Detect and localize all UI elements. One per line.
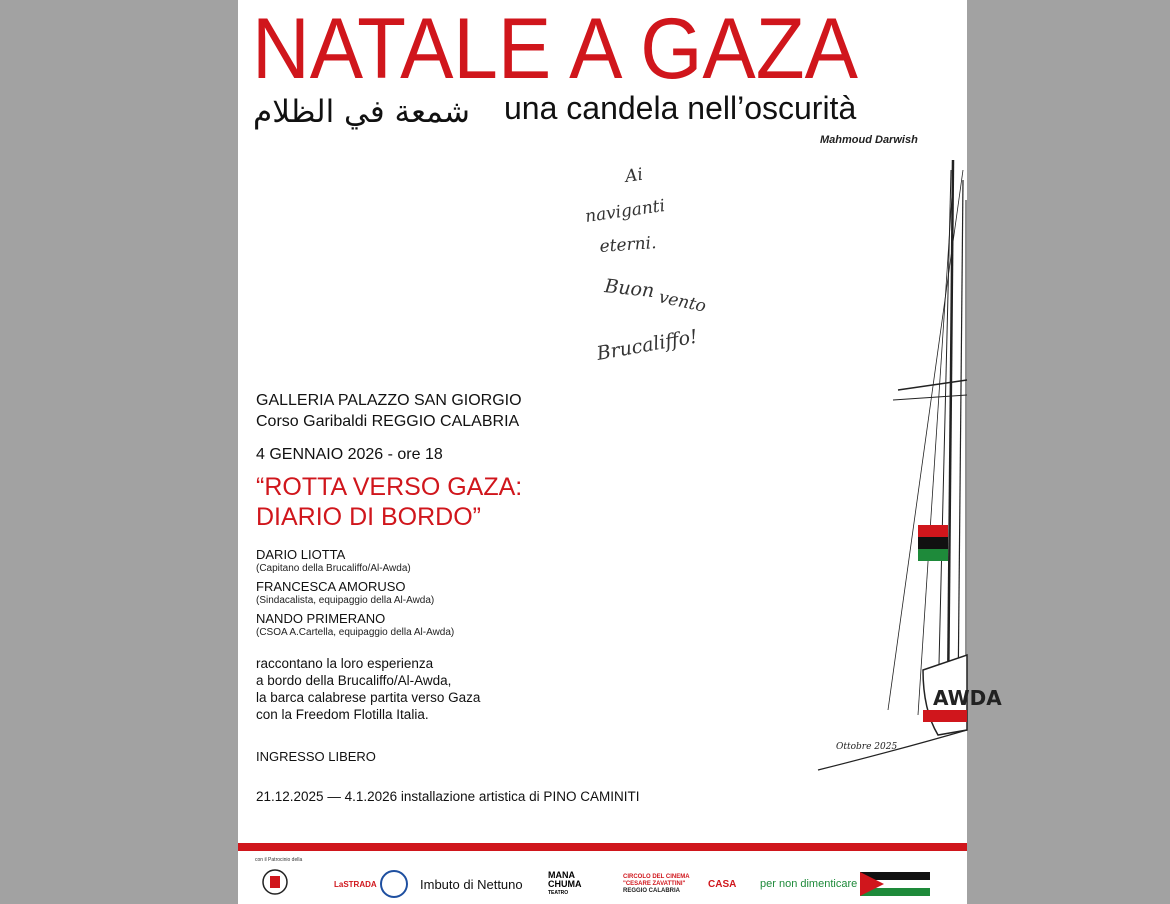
circolo-label: "CESARE ZAVATTINI": [623, 880, 686, 887]
venue-name: GALLERIA PALAZZO SAN GIORGIO: [256, 392, 522, 409]
poster-subtitle: una candela nell’oscurità: [504, 90, 857, 126]
manachuma-label: MANA: [548, 869, 575, 880]
speaker-name: DARIO LIOTTA: [256, 547, 346, 562]
circolo-label: CIRCOLO DEL CINEMA: [623, 873, 690, 880]
boat-name: AWDA: [933, 686, 1002, 710]
patronage-label: con il Patrocinio della: [255, 857, 303, 863]
coat-of-arms-icon: [260, 868, 290, 900]
logo-imbuto-nettuno: [420, 868, 523, 900]
speaker: [256, 547, 556, 575]
flag-icon: [860, 872, 930, 896]
speaker-list: [256, 547, 556, 643]
talk-title-line: “ROTTA VERSO GAZA:: [256, 473, 523, 501]
description-line: la barca calabrese partita verso Gaza: [256, 690, 481, 705]
speaker-role: (Sindacalista, equipaggio della Al-Awda): [256, 595, 435, 606]
speaker: [256, 579, 556, 607]
hull: [923, 655, 1002, 735]
speaker-role: (Capitano della Brucaliffo/Al-Awda): [256, 563, 411, 574]
handwriting-line: vento: [656, 287, 708, 317]
logo-palestine-flag: [860, 868, 930, 900]
per-non-dimenticare-label: per non dimenticare: [760, 878, 858, 890]
logo-manachuma: [548, 868, 582, 900]
talk-title: [256, 472, 522, 532]
handwriting-line: naviganti: [583, 195, 667, 227]
poster-title: NATALE A GAZA: [252, 1, 858, 97]
handwriting-line: Ai: [623, 164, 645, 187]
logo-casa: [708, 868, 736, 900]
handwritten-dedication: [584, 165, 708, 365]
description-line: con la Freedom Flotilla Italia.: [256, 707, 429, 722]
handwriting-line: Brucaliffo!: [595, 325, 700, 365]
artist-signature: Ottobre 2025: [836, 742, 898, 752]
handwriting-line: eterni.: [598, 233, 658, 257]
palestine-flag: [918, 525, 948, 561]
logo-citta-reggio: [260, 868, 290, 900]
logo-aces: [380, 868, 408, 900]
free-entry-note: INGRESSO LIBERO: [256, 749, 376, 764]
sailboat-illustration: [518, 140, 1002, 840]
installation-dates: 21.12.2025 — 4.1.2026 installazione artistica di PINO CAMINITI: [256, 789, 640, 804]
manachuma-label: TEATRO: [548, 889, 569, 896]
description-line: raccontano la loro esperienza: [256, 656, 434, 671]
circolo-label: REGGIO CALABRIA: [623, 887, 680, 894]
quote-credit: Mahmoud Darwish: [820, 134, 918, 146]
venue-block: [256, 390, 522, 432]
speaker-role: (CSOA A.Cartella, equipaggio della Al-Awda): [256, 627, 455, 638]
footer-divider: [238, 843, 967, 851]
speaker: [256, 611, 556, 639]
logo-la-strada: [334, 868, 377, 900]
logo-per-non-dimenticare: [760, 868, 857, 900]
poster: [238, 0, 1002, 904]
talk-title-line: DIARIO DI BORDO”: [256, 503, 482, 531]
venue-address: Corso Garibaldi REGGIO CALABRIA: [256, 413, 520, 430]
manachuma-label: CHUMA: [548, 878, 582, 889]
speaker-name: NANDO PRIMERANO: [256, 611, 386, 626]
speaker-name: FRANCESCA AMORUSO: [256, 579, 406, 594]
arabic-subtitle: شمعة في الظلام: [253, 94, 471, 130]
casa-label: CASA: [708, 878, 737, 890]
description-line: a bordo della Brucaliffo/Al-Awda,: [256, 673, 452, 688]
imbuto-label: Imbuto di Nettuno: [420, 876, 523, 892]
sponsor-logos: [238, 862, 967, 904]
la-strada-label: LaSTRADA: [334, 879, 377, 889]
event-date: 4 GENNAIO 2026 - ore 18: [256, 446, 443, 463]
badge-icon: [380, 869, 408, 899]
event-description: [256, 655, 546, 723]
logo-circolo-cinema: [623, 868, 690, 900]
handwriting-line: Buon: [603, 275, 656, 303]
